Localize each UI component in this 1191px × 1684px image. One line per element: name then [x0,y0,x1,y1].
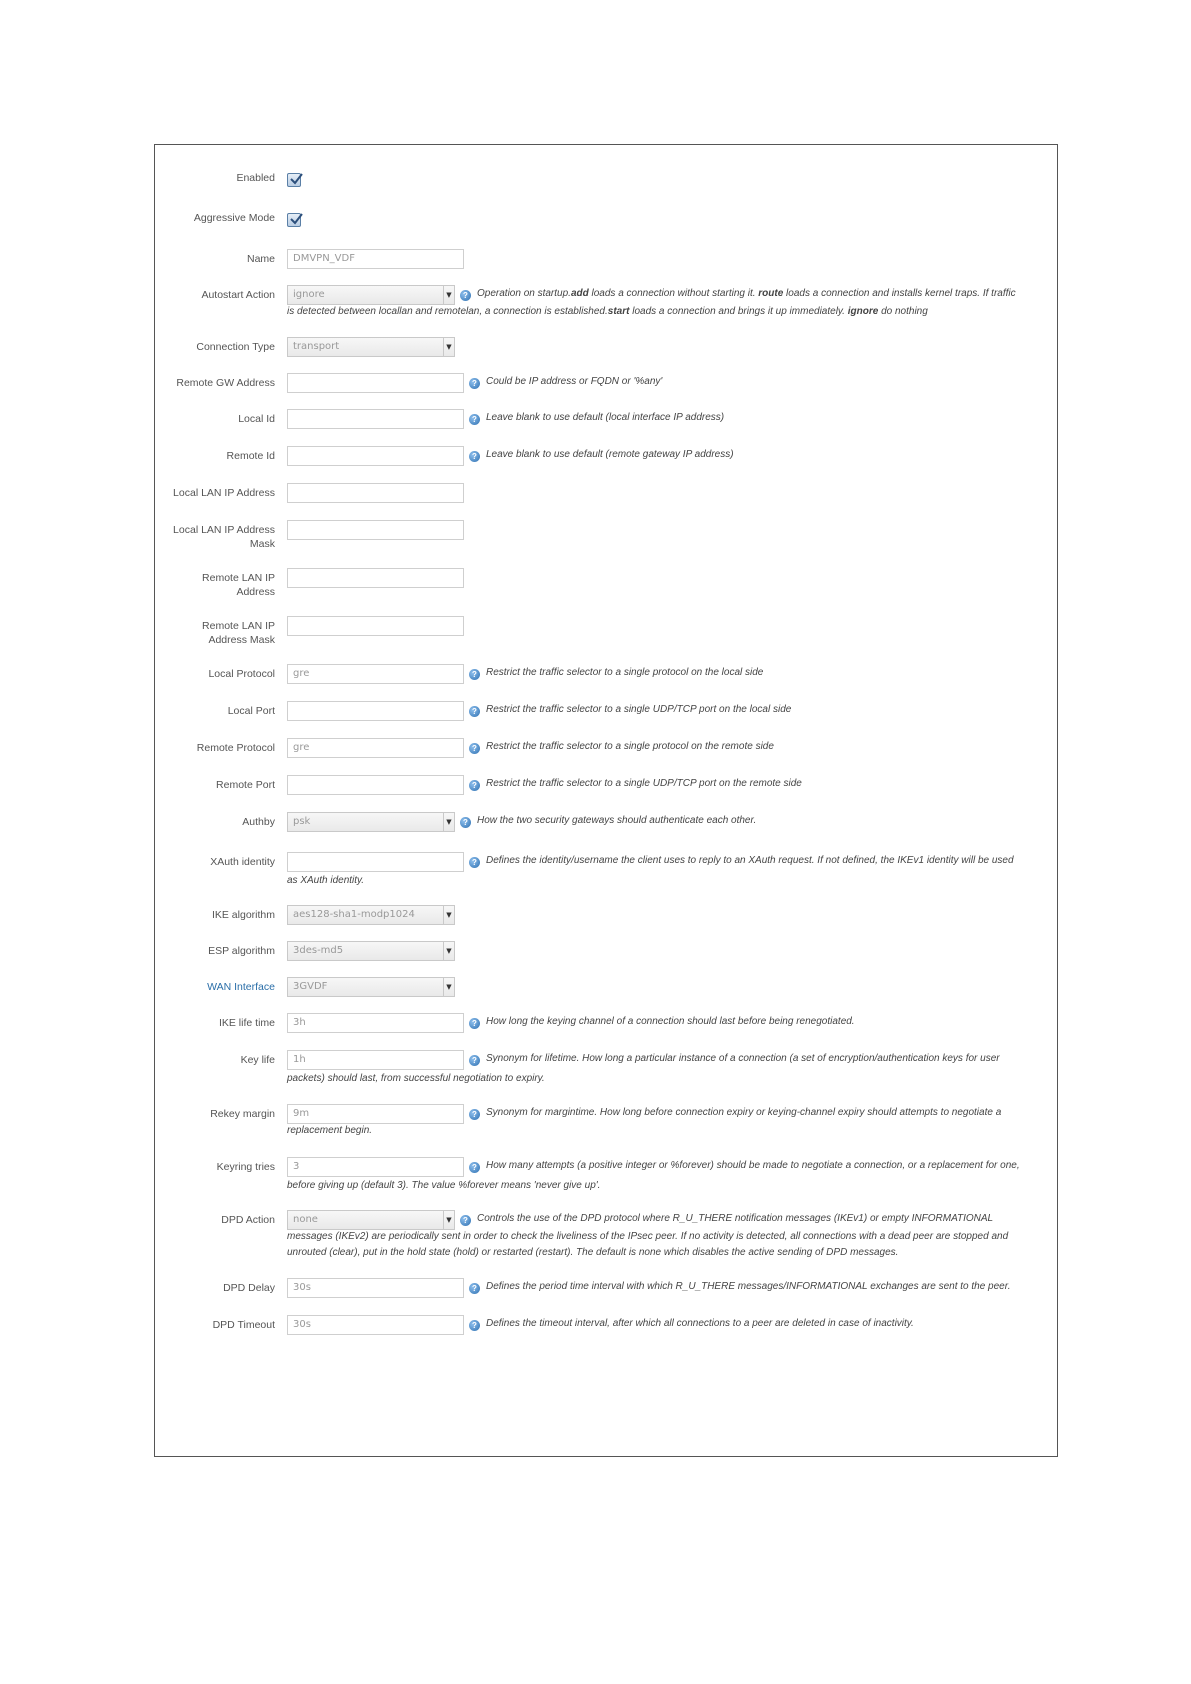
remote-gw-help: ? Could be IP address or FQDN or '%any' [469,373,662,391]
connection-type-select[interactable] [287,337,455,357]
aggressive-mode-checkbox[interactable] [287,213,301,227]
local-protocol-help: ? Restrict the traffic selector to a single protocol on the local side [469,664,763,682]
remote-protocol-input[interactable]: gre [287,738,464,758]
label-name: Name [246,253,275,265]
authby-select[interactable] [287,812,455,832]
dpd-timeout-input[interactable]: 30s [287,1315,464,1335]
key-life-input[interactable]: 1h [287,1050,464,1070]
remote-id-help: ? Leave blank to use default (remote gateway IP address) [469,446,734,464]
ike-life-help: ? How long the keying channel of a connection should last before being renegotiated. [469,1013,855,1031]
authby-help: ? How the two security gateways should authenticate each other. [460,812,756,830]
chevron-down-icon: ▼ [443,978,454,996]
dpd-action-value: none [293,1214,318,1225]
help-icon: ? [460,290,471,301]
key-life-help-cont: packets) should last, from successful negotiation to expiry. [287,1073,545,1084]
xauth-help-cont: as XAuth identity. [287,875,365,886]
help-icon: ? [469,378,480,389]
label-local-lan-ip: Local LAN IP Address [173,487,275,499]
keyring-tries-input[interactable]: 3 [287,1157,464,1177]
label-remote-id: Remote Id [226,450,275,462]
label-remote-lan-ip: Remote LAN IP Address [202,572,275,598]
enabled-checkbox[interactable] [287,173,301,187]
label-dpd-timeout: DPD Timeout [212,1319,275,1331]
label-keyring: Keyring tries [216,1161,275,1173]
help-icon: ? [469,1018,480,1029]
help-icon: ? [469,1109,480,1120]
local-lan-ip-input[interactable] [287,483,464,503]
esp-algorithm-select[interactable] [287,941,455,961]
label-local-id: Local Id [238,413,275,425]
label-xauth: XAuth identity [210,856,275,868]
chevron-down-icon: ▼ [443,1211,454,1229]
wan-interface-link[interactable]: WAN Interface [207,981,275,993]
autostart-help: ? Operation on startup.add loads a connection without starting it. route loads a connection and installs kernel traps. If traffic [460,285,1016,303]
esp-alg-value: 3des-md5 [293,945,344,956]
rekey-help-cont: replacement begin. [287,1125,373,1136]
remote-port-input[interactable] [287,775,464,795]
ike-algorithm-select[interactable] [287,905,455,925]
ike-alg-value: aes128-sha1-modp1024 [293,909,415,920]
key-life-help: ? Synonym for lifetime. How long a particular instance of a connection (a set of encryption/authentication keys for user [469,1050,1000,1068]
dpd-action-select[interactable] [287,1210,455,1230]
chevron-down-icon: ▼ [443,338,454,356]
check-icon [288,211,304,227]
local-lan-mask-input[interactable] [287,520,464,540]
wan-value: 3GVDF [293,981,328,992]
dpd-delay-input[interactable]: 30s [287,1278,464,1298]
label-remote-lan-mask: Remote LAN IP Address Mask [202,620,275,646]
help-icon: ? [469,1283,480,1294]
help-icon: ? [469,1162,480,1173]
help-icon: ? [469,780,480,791]
local-port-help: ? Restrict the traffic selector to a single UDP/TCP port on the local side [469,701,791,719]
autostart-value: ignore [293,289,325,300]
label-ike-alg: IKE algorithm [211,909,275,921]
remote-gw-input[interactable] [287,373,464,393]
dpd-action-help-cont-2: unrouted (clear), put in the hold state (hold) or restarted (restart). The default is none which disables the active sending of DPD messages. [287,1247,899,1258]
chevron-down-icon: ▼ [443,813,454,831]
label-connection-type: Connection Type [196,341,275,353]
label-authby: Authby [242,816,275,828]
dpd-action-help-cont-1: messages (IKEv2) are periodically sent in order to check the liveliness of the IPsec peer. If no activity is detected, all connections with a dead peer are stopped and [287,1231,1009,1242]
help-icon: ? [469,1320,480,1331]
ike-life-input[interactable]: 3h [287,1013,464,1033]
remote-lan-ip-input[interactable] [287,568,464,588]
authby-value: psk [293,816,311,827]
label-dpd-action: DPD Action [221,1214,275,1226]
wan-interface-select[interactable] [287,977,455,997]
rekey-margin-input[interactable]: 9m [287,1104,464,1124]
label-key-life: Key life [240,1054,275,1066]
help-icon: ? [460,817,471,828]
remote-id-input[interactable] [287,446,464,466]
label-enabled: Enabled [236,172,275,184]
remote-protocol-help: ? Restrict the traffic selector to a single protocol on the remote side [469,738,774,756]
help-icon: ? [469,743,480,754]
xauth-help: ? Defines the identity/username the client uses to reply to an XAuth request. If not defined, the IKEv1 identity will be used [469,852,1014,870]
chevron-down-icon: ▼ [443,286,454,304]
help-icon: ? [469,451,480,462]
ipsec-config-form [154,144,1058,1457]
dpd-delay-help: ? Defines the period time interval with which R_U_THERE messages/INFORMATIONAL exchanges are sent to the peer. [469,1278,1010,1296]
label-autostart: Autostart Action [201,289,275,301]
local-port-input[interactable] [287,701,464,721]
help-icon: ? [469,414,480,425]
label-ike-life: IKE life time [218,1017,275,1029]
check-icon [288,171,304,187]
autostart-select[interactable] [287,285,455,305]
local-protocol-input[interactable]: gre [287,664,464,684]
local-id-input[interactable] [287,409,464,429]
label-remote-protocol: Remote Protocol [196,742,275,754]
label-remote-gw: Remote GW Address [176,377,275,389]
help-icon: ? [469,669,480,680]
label-local-protocol: Local Protocol [208,668,275,680]
label-remote-port: Remote Port [216,779,275,791]
autostart-help-cont: is detected between locallan and remotelan, a connection is established.start loads a connection and brings it up immediately. ignore do nothing [287,306,928,317]
local-id-help: ? Leave blank to use default (local interface IP address) [469,409,724,427]
label-local-lan-mask: Local LAN IP Address Mask [173,524,275,550]
label-dpd-delay: DPD Delay [223,1282,275,1294]
label-rekey: Rekey margin [210,1108,275,1120]
rekey-help: ? Synonym for margintime. How long before connection expiry or keying-channel expiry should attempts to negotiate a [469,1104,1001,1122]
remote-port-help: ? Restrict the traffic selector to a single UDP/TCP port on the remote side [469,775,802,793]
dpd-action-help: ? Controls the use of the DPD protocol where R_U_THERE notification messages (IKEv1) or empty INFORMATIONAL [460,1210,993,1228]
help-icon: ? [469,1055,480,1066]
keyring-help: ? How many attempts (a positive integer or %forever) should be made to negotiate a connection, or a replacement for one, [469,1157,1020,1175]
help-icon: ? [460,1215,471,1226]
xauth-input[interactable] [287,852,464,872]
help-icon: ? [469,706,480,717]
keyring-help-cont: before giving up (default 3). The value %forever means 'never give up'. [287,1180,601,1191]
label-esp-alg: ESP algorithm [208,945,275,957]
chevron-down-icon: ▼ [443,942,454,960]
row-aggressive [155,211,1057,225]
row-enabled [155,171,1057,185]
label-aggressive: Aggressive Mode [193,212,275,224]
chevron-down-icon: ▼ [443,906,454,924]
connection-type-value: transport [293,341,340,352]
label-local-port: Local Port [227,705,275,717]
dpd-timeout-help: ? Defines the timeout interval, after which all connections to a peer are deleted in case of inactivity. [469,1315,914,1333]
name-input[interactable]: DMVPN_VDF [287,249,464,269]
help-icon: ? [469,857,480,868]
remote-lan-mask-input[interactable] [287,616,464,636]
